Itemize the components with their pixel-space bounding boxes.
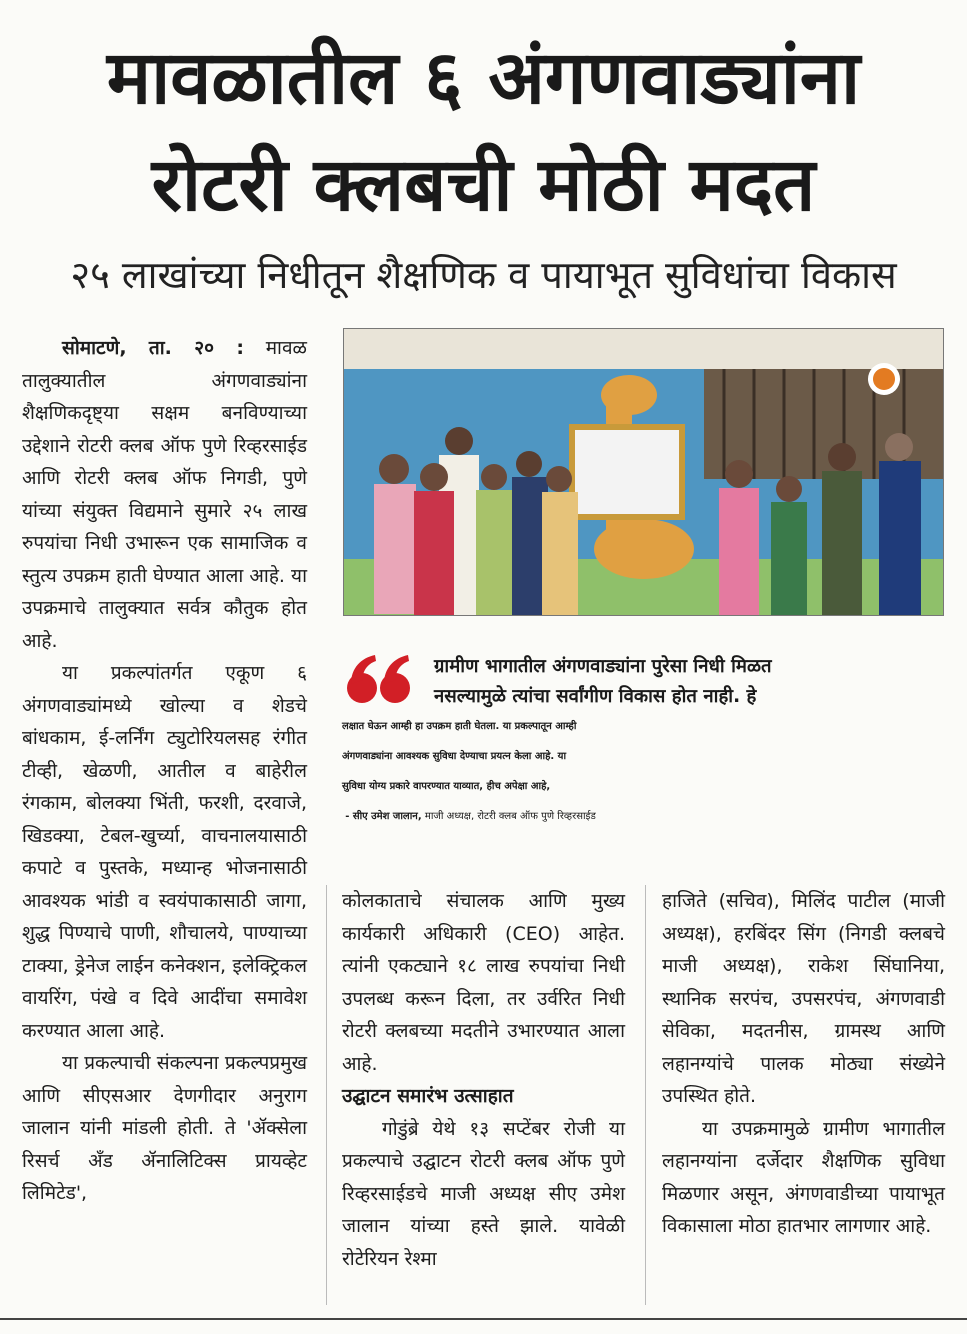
col3-paragraph-2: या उपक्रमामुळे ग्रामीण भागातील लहानग्यांना दर्जेदार शैक्षणिक सुविधा मिळणार असून, अंगणवाडीच्या पायाभूत विकासाला मोठा हातभार लागणार आहे.	[662, 1117, 945, 1237]
quote-author: - सीए उमेश जालान,	[345, 811, 422, 822]
subheadline: २५ लाखांच्या निधीतून शैक्षणिक व पायाभूत सुविधांचा विकास	[70, 253, 897, 297]
section-heading: उद्घाटन समारंभ उत्साहात	[342, 1085, 514, 1107]
quote-line-4: अंगणवाड्यांना आवश्यक सुविधा देण्याचा प्रयत्न केला आहे. या	[342, 751, 567, 762]
column-divider	[326, 885, 327, 1305]
column-divider	[645, 885, 646, 1305]
col3-paragraph-1: हाजिते (सचिव), मिलिंद पाटील (माजी अध्यक्ष), हरबिंदर सिंग (निगडी क्लबचे माजी अध्यक्ष), राकेश सिंघानिया, स्थानिक सरपंच, उपसरपंच, अंगणवाडी सेविका, मदतनीस, ग्रामस्थ आणि लहानग्यांचे पालक मोठ्या संख्येने उपस्थित होते.	[662, 890, 945, 1107]
col1-paragraph-1: मावळ तालुक्यातील अंगणवाड्यांना शैक्षणिकदृष्ट्या सक्षम बनविण्याच्या उद्देशाने रोटरी क्लब ऑफ पुणे रिव्हरसाईड आणि रोटरी क्लब ऑफ निगडी, पुणे यांच्या संयुक्त विद्यमाने सुमारे २५ लाख रुपयांचा निधी उभारून एक सामाजिक व स्तुत्य उपक्रम हाती घेण्यात आला आहे. या उपक्रमाचे तालुक्यात सर्वत्र कौतुक होत आहे.	[22, 337, 307, 652]
quote-line-1: ग्रामीण भागातील अंगणवाड्यांना पुरेसा निधी मिळत	[434, 656, 772, 677]
quote-line-5: सुविधा योग्य प्रकारे वापरण्यात याव्यात, हीच अपेक्षा आहे,	[342, 781, 551, 792]
col1-paragraph-3: या प्रकल्पाची संकल्पना प्रकल्पप्रमुख आणि सीएसआर देणगीदार अनुराग जालान यांनी मांडली होती. ते 'ॲक्सेला रिसर्च अँड ॲनालिटिक्स प्रायव्हेट लिमिटेड',	[22, 1052, 307, 1204]
pull-quote	[342, 652, 942, 832]
headline-line-1: मावळातील ६ अंगणवाड्यांना	[106, 35, 861, 121]
dateline: सोमाटणे, ता. २० :	[62, 337, 244, 359]
event-photo-illustration	[344, 329, 943, 615]
col2-paragraph-2: गोडुंब्रे येथे १३ सप्टेंबर रोजी या प्रकल्पाचे उद्घाटन रोटरी क्लब ऑफ पुणे रिव्हरसाईडचे माजी अध्यक्ष सीए उमेश जालान यांच्या हस्ते झाले. यावेळी रोटेरियन रेश्मा	[342, 1117, 625, 1270]
article-column-3	[662, 885, 945, 1243]
col2-paragraph-1: कोलकाताचे संचालक आणि मुख्य कार्यकारी अधिकारी (CEO) आहेत. त्यांनी एकट्याने १८ लाख रुपयांचा निधी उपलब्ध करून दिला, तर उर्वरित निधी रोटरी क्लबच्या मदतीने उभारण्यात आला आहे.	[342, 890, 625, 1075]
quote-author-role: माजी अध्यक्ष, रोटरी क्लब ऑफ पुणे रिव्हरसाईड	[424, 811, 596, 822]
quote-line-2: नसल्यामुळे त्यांचा सर्वांगीण विकास होत नाही. हे	[434, 686, 757, 707]
article-column-2	[342, 885, 625, 1275]
headline-line-2: रोटरी क्लबची मोठी मदत	[151, 142, 816, 228]
quote-line-3: लक्षात घेऊन आम्ही हा उपक्रम हाती घेतला. या प्रकल्पातून आम्ही	[342, 721, 577, 732]
quote-attribution	[342, 802, 942, 832]
bottom-rule	[0, 1318, 967, 1320]
event-photo	[343, 328, 944, 616]
article-column-1	[22, 332, 307, 1210]
col1-paragraph-2: या प्रकल्पांतर्गत एकूण ६ अंगणवाड्यांमध्ये खोल्या व शेडचे बांधकाम, ई-लर्निंग ट्युटोरियलसह रंगीत टीव्ही, खेळणी, आतील व बाहेरील रंगकाम, बोलक्या भिंती, फरशी, दरवाजे, खिडक्या, टेबल-खुर्च्या, वाचनालयासाठी कपाटे व पुस्तके, मध्यान्ह भोजनासाठी आवश्यक भांडी व स्वयंपाकासाठी जागा, शुद्ध पिण्याचे पाणी, शौचालये, पाण्याच्या टाक्या, ड्रेनेज लाईन कनेक्शन, इलेक्ट्रिकल वायरिंग, पंखे व दिवे आदींचा समावेश करण्यात आला आहे.	[22, 662, 307, 1042]
